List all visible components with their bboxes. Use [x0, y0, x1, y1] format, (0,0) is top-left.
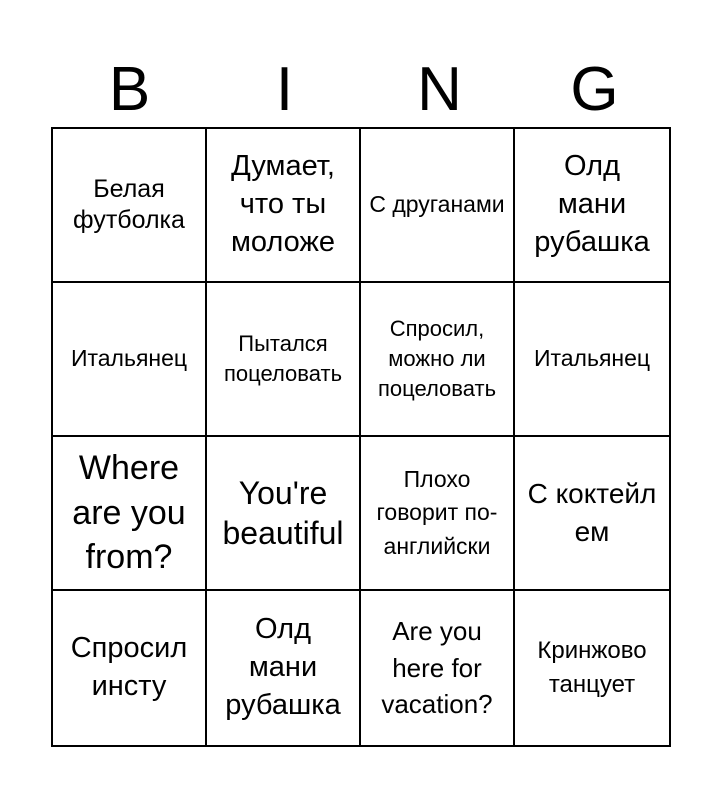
bingo-cell-label: Спросил, можно ли поцеловать: [377, 316, 497, 401]
header-letter-i: I: [275, 55, 294, 124]
bingo-cell-r1-c4[interactable]: [515, 129, 669, 283]
bingo-cell-r3-c3[interactable]: [361, 437, 515, 591]
bingo-cell-r2-c1[interactable]: [53, 283, 207, 437]
bingo-cell-label: Итальянец: [70, 345, 188, 372]
bingo-cell-r1-c2[interactable]: [207, 129, 361, 283]
bingo-cell-label: Are you here for vacation?: [381, 615, 493, 720]
bingo-cell-r2-c2[interactable]: [207, 283, 361, 437]
bingo-cell-r4-c3[interactable]: [361, 591, 515, 745]
bingo-cell-r4-c4[interactable]: [515, 591, 669, 745]
bingo-cell-r2-c4[interactable]: [515, 283, 669, 437]
bingo-cell-label: Олд мани рубашка: [534, 150, 650, 258]
bingo-cell-label: Итальянец: [533, 345, 651, 372]
bingo-header: [52, 52, 672, 128]
header-letter-g: G: [570, 55, 619, 124]
bingo-cell-label: Плохо говорит по-английски: [376, 465, 498, 559]
bingo-cell-label: С друганами: [369, 191, 505, 218]
bingo-cell-label: С коктейлем: [527, 478, 657, 547]
bingo-cell-label: Белая футболка: [73, 174, 185, 234]
bingo-cell-label: Олд мани рубашка: [225, 613, 341, 721]
bingo-cell-r4-c2[interactable]: [207, 591, 361, 745]
bingo-cell-label: Спросил инсту: [70, 632, 188, 702]
bingo-cell-r4-c1[interactable]: [53, 591, 207, 745]
bingo-cell-r3-c4[interactable]: [515, 437, 669, 591]
bingo-cell-label: You're beautiful: [222, 474, 344, 551]
bingo-cell-label: Кринжово танцует: [537, 636, 647, 698]
bingo-cell-label: Пытался поцеловать: [223, 331, 343, 386]
bingo-cell-label: Where are you from?: [72, 448, 186, 577]
bingo-cell-r3-c1[interactable]: [53, 437, 207, 591]
header-letter-n: N: [417, 55, 462, 124]
header-letter-b: B: [108, 55, 151, 124]
bingo-board: [51, 127, 671, 747]
bingo-cell-label: Думает, что ты моложе: [230, 150, 335, 258]
bingo-cell-r3-c2[interactable]: [207, 437, 361, 591]
bingo-cell-r1-c3[interactable]: [361, 129, 515, 283]
bingo-cell-r1-c1[interactable]: [53, 129, 207, 283]
bingo-cell-r2-c3[interactable]: [361, 283, 515, 437]
